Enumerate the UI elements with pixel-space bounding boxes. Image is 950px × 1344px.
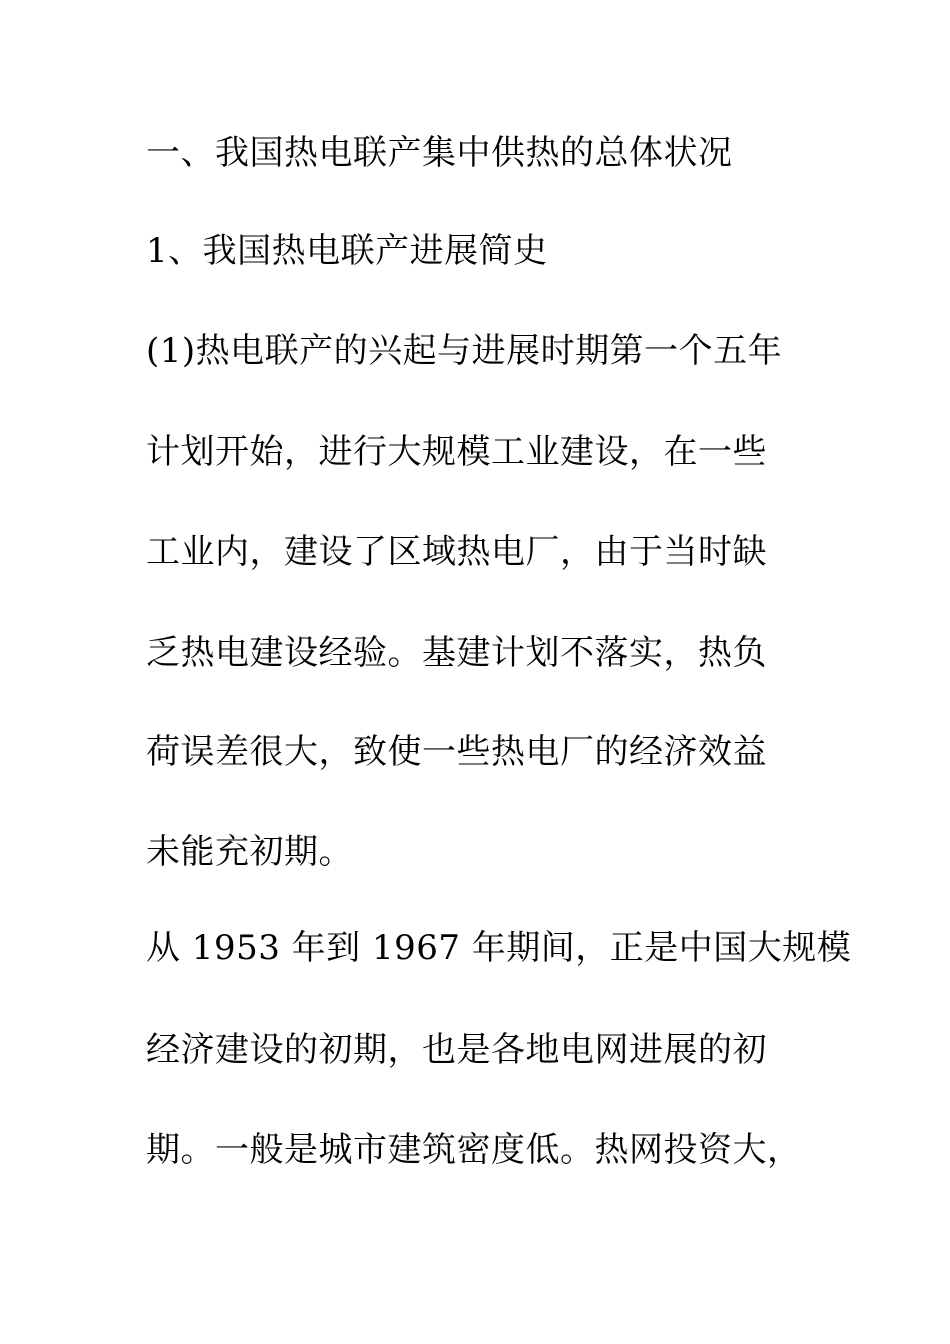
paragraph-line: 荷误差很大，致使一些热电厂的经济效益 [146, 732, 767, 772]
paragraph-line: (1)热电联产的兴起与进展时期第一个五年 [146, 331, 783, 371]
section-heading: 一、我国热电联产集中供热的总体状况 [146, 133, 733, 173]
paragraph-line: 未能充初期。 [146, 832, 353, 872]
paragraph-line: 计划开始，进行大规模工业建设，在一些 [146, 432, 767, 472]
paragraph-line: 从 1953 年到 1967 年期间，正是中国大规模 [146, 928, 852, 968]
paragraph-line: 经济建设的初期，也是各地电网进展的初 [146, 1030, 767, 1070]
paragraph-line: 乏热电建设经验。基建计划不落实，热负 [146, 633, 767, 673]
paragraph-line: 期。一般是城市建筑密度低。热网投资大， [146, 1130, 802, 1170]
paragraph-line: 工业内，建设了区域热电厂，由于当时缺 [146, 532, 767, 572]
subsection-heading: 1、我国热电联产进展简史 [146, 231, 548, 271]
